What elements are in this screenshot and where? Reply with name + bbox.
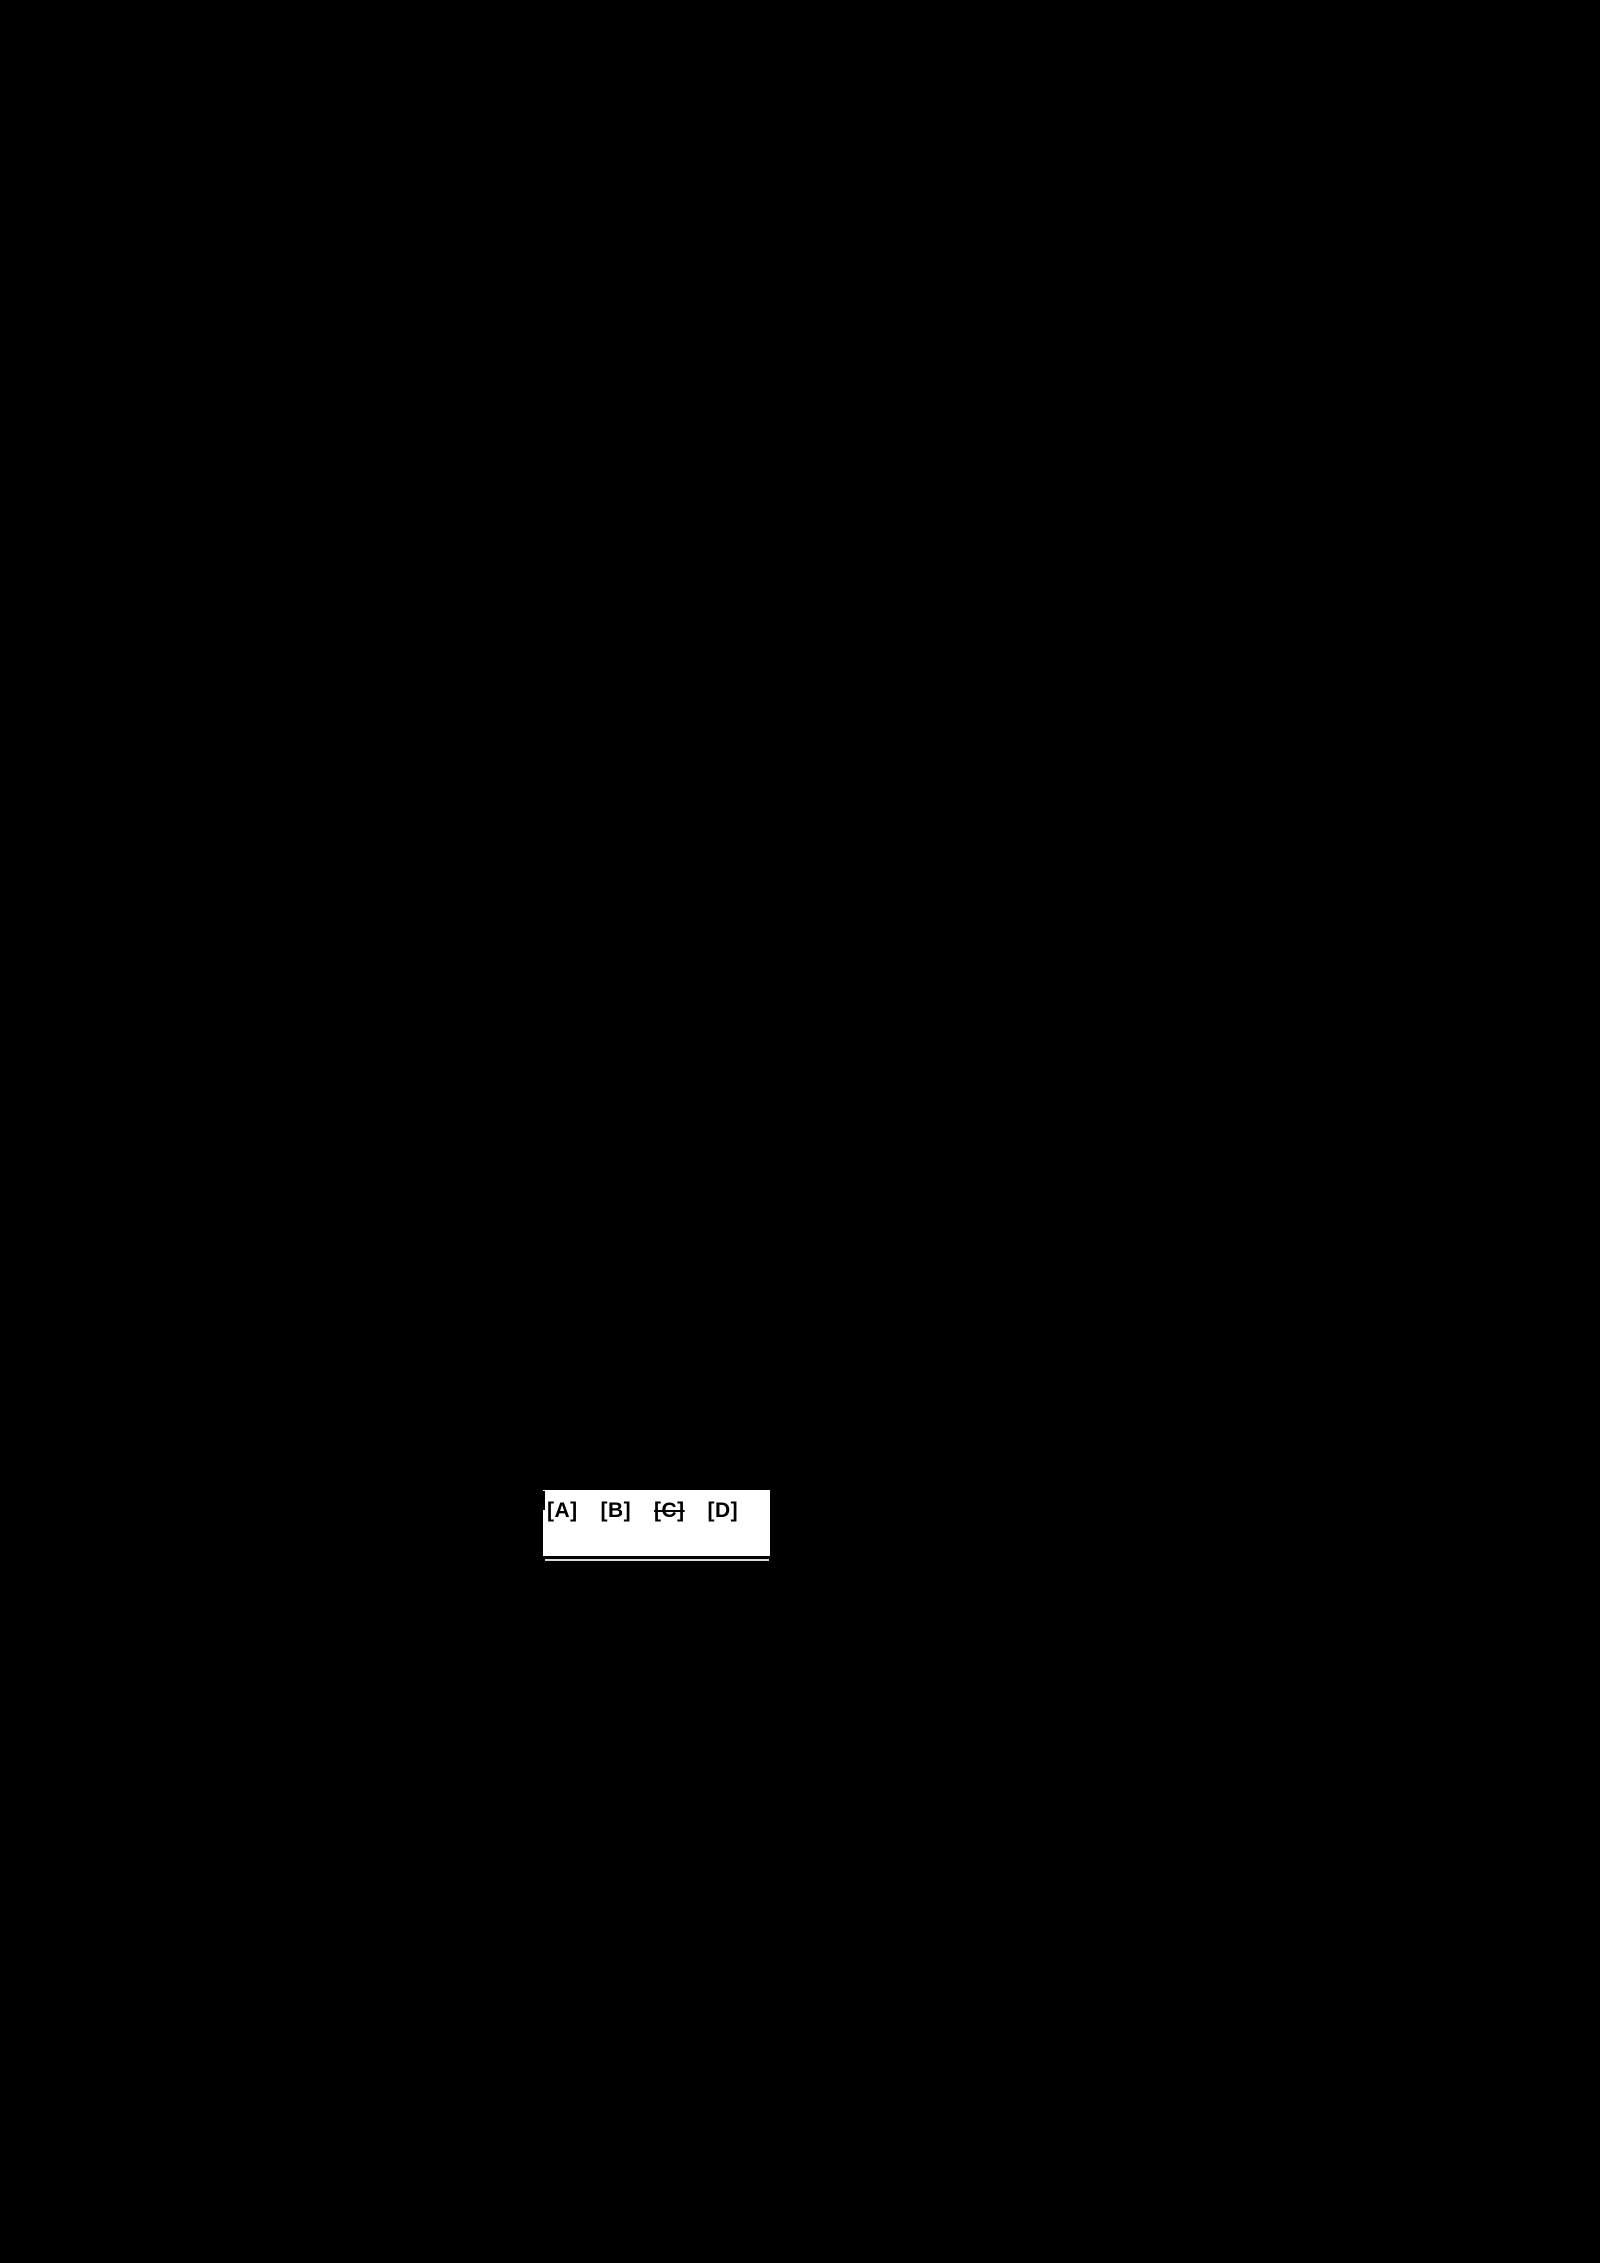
option-a[interactable]: [A] xyxy=(547,1499,578,1522)
popup-shadow-line xyxy=(545,1559,769,1561)
answer-options-row xyxy=(547,1500,738,1521)
answer-options-popup xyxy=(541,1490,772,1558)
option-d[interactable]: [D] xyxy=(707,1499,739,1522)
text-caret xyxy=(542,1491,545,1510)
option-b[interactable]: [B] xyxy=(600,1499,632,1522)
option-c[interactable]: [C] xyxy=(654,1499,685,1522)
